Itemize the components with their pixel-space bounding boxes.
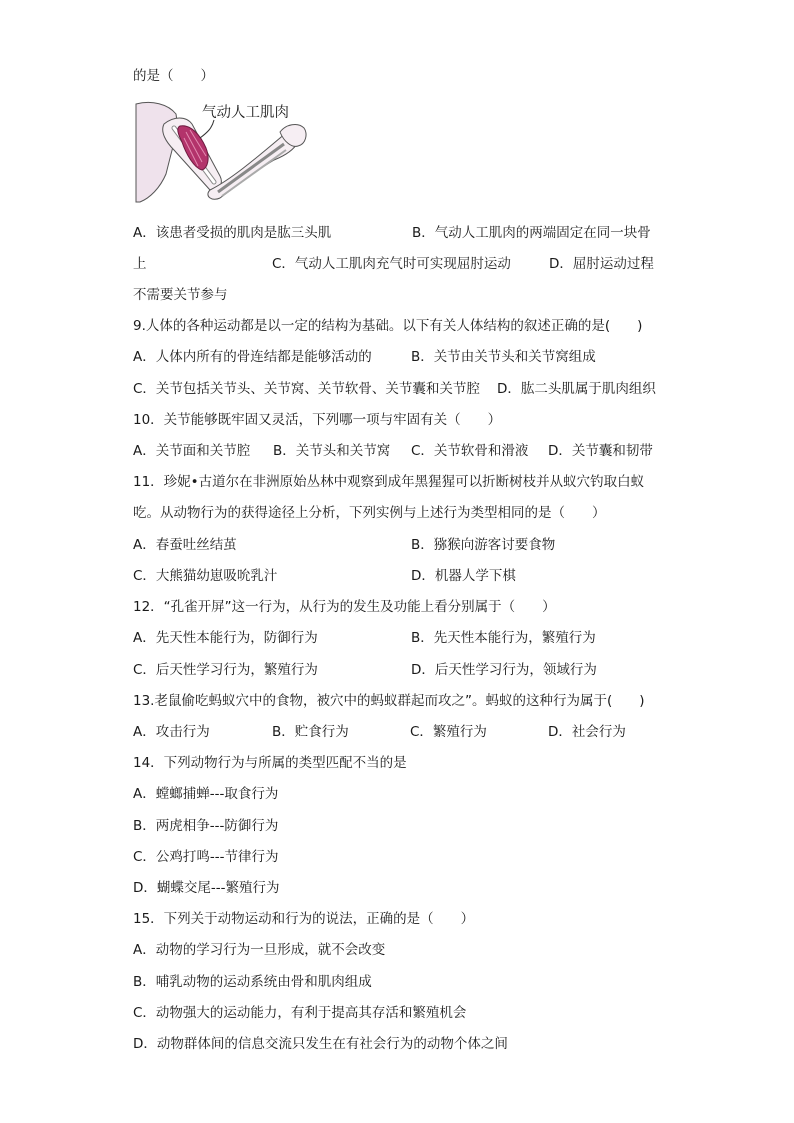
q13-stem: 13.老鼠偷吃蚂蚁穴中的食物，被穴中的蚂蚁群起而攻之”。蚂蚁的这种行为属于( ) bbox=[133, 693, 645, 709]
q11-option-a: A．春蚕吐丝结茧 bbox=[133, 537, 237, 553]
label-leader-line bbox=[200, 120, 214, 138]
q14-option-b: B．两虎相争---防御行为 bbox=[133, 818, 279, 834]
q9-option-c: C．关节包括关节头、关节窝、关节软骨、关节囊和关节腔 bbox=[133, 381, 480, 397]
q10-option-c: C．关节软骨和滑液 bbox=[411, 443, 529, 459]
q10-option-b: B．关节头和关节窝 bbox=[273, 443, 391, 459]
figure-label: 气动人工肌肉 bbox=[202, 105, 289, 121]
q11-option-d: D．机器人学下棋 bbox=[411, 568, 516, 584]
q8-stem-tail: 的是（ ） bbox=[133, 68, 214, 84]
q15-option-b: B．哺乳动物的运动系统由骨和肌肉组成 bbox=[133, 974, 372, 990]
forearm-bones bbox=[218, 144, 284, 192]
q12-option-c: C．后天性学习行为，繁殖行为 bbox=[133, 662, 318, 678]
q13-option-d: D．社会行为 bbox=[548, 724, 626, 740]
q8-option-d-continued: 不需要关节参与 bbox=[133, 287, 228, 303]
q12-option-b: B．先天性本能行为，繁殖行为 bbox=[411, 630, 596, 646]
q8-option-d: D．屈肘运动过程 bbox=[549, 256, 654, 272]
q14-option-c: C．公鸡打鸣---节律行为 bbox=[133, 849, 279, 865]
q10-option-d: D．关节囊和韧带 bbox=[548, 443, 653, 459]
q12-option-a: A．先天性本能行为，防御行为 bbox=[133, 630, 318, 646]
q14-option-d: D．蝴蝶交尾---繁殖行为 bbox=[133, 880, 280, 896]
q15-option-a: A．动物的学习行为一旦形成，就不会改变 bbox=[133, 942, 386, 958]
q13-option-b: B．贮食行为 bbox=[272, 724, 349, 740]
q14-option-a: A．螳螂捕蝉---取食行为 bbox=[133, 786, 279, 802]
q15-stem: 15．下列关于动物运动和行为的说法，正确的是（ ） bbox=[133, 911, 475, 927]
q8-option-b: B．气动人工肌肉的两端固定在同一块骨 bbox=[412, 225, 651, 241]
q8-option-a: A．该患者受损的肌肉是肱三头肌 bbox=[133, 225, 332, 241]
q9-option-b: B．关节由关节头和关节窝组成 bbox=[411, 349, 596, 365]
q9-option-d: D．肱二头肌属于肌肉组织 bbox=[497, 381, 656, 397]
q10-stem: 10．关节能够既牢固又灵活，下列哪一项与牢固有关（ ） bbox=[133, 412, 502, 428]
q15-option-c: C．动物强大的运动能力，有利于提高其存活和繁殖机会 bbox=[133, 1005, 467, 1021]
q11-option-c: C．大熊猫幼崽吸吮乳汁 bbox=[133, 568, 278, 584]
q9-stem: 9.人体的各种运动都是以一定的结构为基础。以下有关人体结构的叙述正确的是( ) bbox=[133, 318, 643, 334]
q8-option-b-continued: 上 bbox=[133, 256, 147, 272]
q13-option-c: C．繁殖行为 bbox=[410, 724, 487, 740]
q14-stem: 14．下列动物行为与所属的类型匹配不当的是 bbox=[133, 755, 407, 771]
q9-option-a: A．人体内所有的骨连结都是能够活动的 bbox=[133, 349, 372, 365]
q12-stem: 12．“孔雀开屏”这一行为，从行为的发生及功能上看分别属于（ ） bbox=[133, 599, 556, 615]
q8-option-c: C．气动人工肌肉充气时可实现屈肘运动 bbox=[272, 256, 511, 272]
q11-stem-continued: 吃。从动物行为的获得途径上分析，下列实例与上述行为类型相同的是（ ） bbox=[133, 505, 606, 521]
q11-stem: 11．珍妮•古道尔在非洲原始丛林中观察到成年黑猩猩可以折断树枝并从蚁穴钓取白蚁 bbox=[133, 474, 645, 490]
shoulder-outline bbox=[136, 102, 178, 202]
q13-option-a: A．攻击行为 bbox=[133, 724, 210, 740]
q10-option-a: A．关节面和关节腔 bbox=[133, 443, 251, 459]
q12-option-d: D．后天性学习行为，领域行为 bbox=[411, 662, 597, 678]
q11-option-b: B．猕猴向游客讨要食物 bbox=[411, 537, 556, 553]
q15-option-d: D．动物群体间的信息交流只发生在有社会行为的动物个体之间 bbox=[133, 1036, 508, 1052]
